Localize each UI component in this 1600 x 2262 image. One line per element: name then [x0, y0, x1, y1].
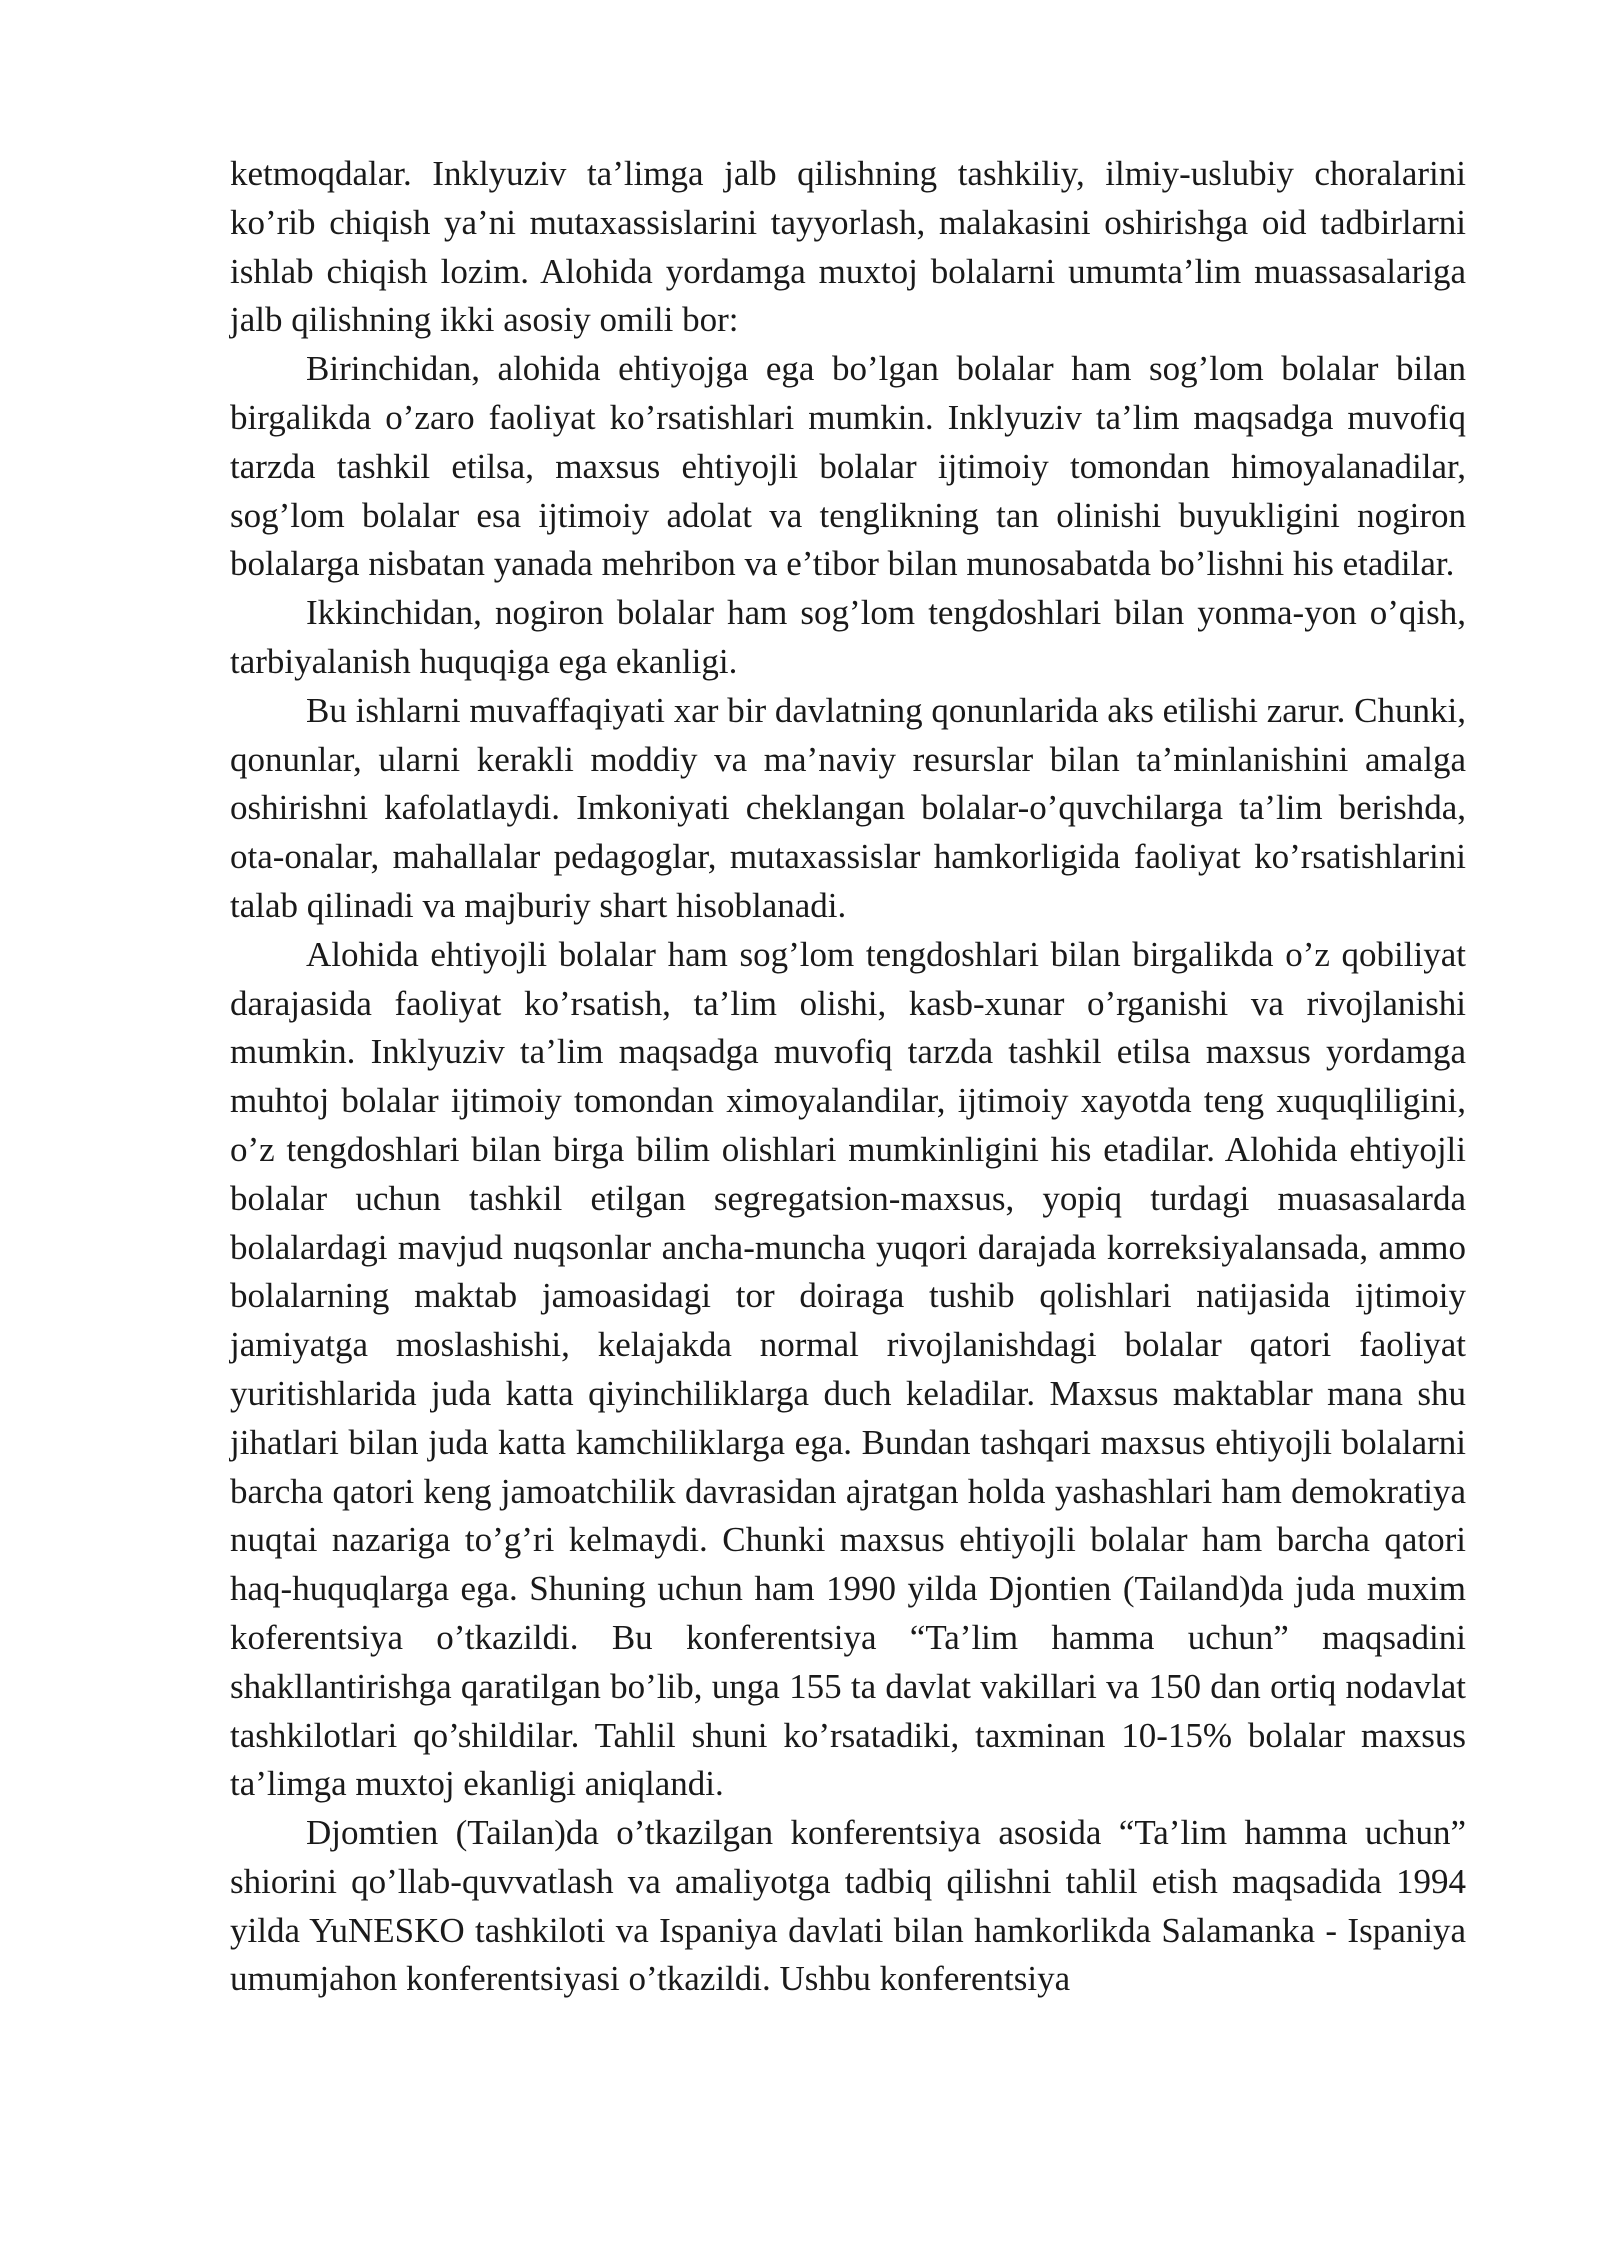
paragraph-continuation: ketmoqdalar. Inklyuziv ta’limga jalb qilishning tashkiliy, ilmiy-uslubiy choralarini ko’rib chiqish ya’ni mutaxassislarini tayyorlash, malakasini oshirishga oid tadbirlarni ishlab chiqish lozim. Alohida yordamga muxtoj bolalarni umumta’lim muassasalariga jalb qilishning ikki asosiy omili bor:	[230, 154, 1466, 340]
paragraph-first-factor: Birinchidan, alohida ehtiyojga ega bo’lgan bolalar ham sog’lom bolalar bilan birgalikda o’zaro faoliyat ko’rsatishlari mumkin. Inklyuziv ta’lim maqsadga muvofiq tarzda tashkil etilsa, maxsus ehtiyojli bolalar ijtimoiy tomondan himoyalanadilar, sog’lom bolalar esa ijtimoiy adolat va tenglikning tan olinishi buyukligini nogiron bolalarga nisbatan yanada mehribon va e’tibor bilan munosabatda bo’lishni his etadilar.	[230, 349, 1466, 584]
paragraph-second-factor: Ikkinchidan, nogiron bolalar ham sog’lom tengdoshlari bilan yonma-yon o’qish, tarbiyalanish huquqiga ega ekanligi.	[230, 593, 1466, 681]
paragraph-legislation: Bu ishlarni muvaffaqiyati xar bir davlatning qonunlarida aks etilishi zarur. Chunki, qonunlar, ularni kerakli moddiy va ma’naviy resurslar bilan ta’minlanishini amalga oshirishni kafolatlaydi. Imkoniyati cheklangan bolalar-o’quvchilarga ta’lim berishda, ota-onalar, mahallalar pedagoglar, mutaxassislar hamkorligida faoliyat ko’rsatishlarini talab qilinadi va majburiy shart hisoblanadi.	[230, 690, 1466, 925]
paragraph-salamanca-conference: Djomtien (Tailan)da o’tkazilgan konferentsiya asosida “Ta’lim hamma uchun” shiorini qo’llab-quvvatlash va amaliyotga tadbiq qilishni tahlil etish maqsadida 1994 yilda YuNESKO tashkiloti va Ispaniya davlati bilan hamkorlikda Salamanka - Ispaniya umumjahon konferentsiyasi o’tkazildi. Ushbu konferentsiya	[230, 1813, 1466, 1999]
document-body	[230, 150, 1466, 2004]
paragraph-inclusive-education: Alohida ehtiyojli bolalar ham sog’lom tengdoshlari bilan birgalikda o’z qobiliyat darajasida faoliyat ko’rsatish, ta’lim olishi, kasb-xunar o’rganishi va rivojlanishi mumkin. Inklyuziv ta’lim maqsadga muvofiq tarzda tashkil etilsa maxsus yordamga muhtoj bolalar ijtimoiy tomondan ximoyalandilar, ijtimoiy xayotda teng xuquqliligini, o’z tengdoshlari bilan birga bilim olishlari mumkinligini his etadilar. Alohida ehtiyojli bolalar uchun tashkil etilgan segregatsion-maxsus, yopiq turdagi muasasalarda bolalardagi mavjud nuqsonlar ancha-muncha yuqori darajada korreksiyalansada, ammo bolalarning maktab jamoasidagi tor doiraga tushib qolishlari natijasida ijtimoiy jamiyatga moslashishi, kelajakda normal rivojlanishdagi bolalar qatori faoliyat yuritishlarida juda katta qiyinchiliklarga duch keladilar. Maxsus maktablar mana shu jihatlari bilan juda katta kamchiliklarga ega. Bundan tashqari maxsus ehtiyojli bolalarni barcha qatori keng jamoatchilik davrasidan ajratgan holda yashashlari ham demokratiya nuqtai nazariga to’g’ri kelmaydi. Chunki maxsus ehtiyojli bolalar ham barcha qatori haq-huquqlarga ega. Shuning uchun ham 1990 yilda Djontien (Tailand)da juda muxim koferentsiya o’tkazildi. Bu konferentsiya “Ta’lim hamma uchun” maqsadini shakllantirishga qaratilgan bo’lib, unga 155 ta davlat vakillari va 150 dan ortiq nodavlat tashkilotlari qo’shildilar. Tahlil shuni ko’rsatadiki, taxminan 10-15% bolalar maxsus ta’limga muxtoj ekanligi aniqlandi.	[230, 934, 1466, 1804]
